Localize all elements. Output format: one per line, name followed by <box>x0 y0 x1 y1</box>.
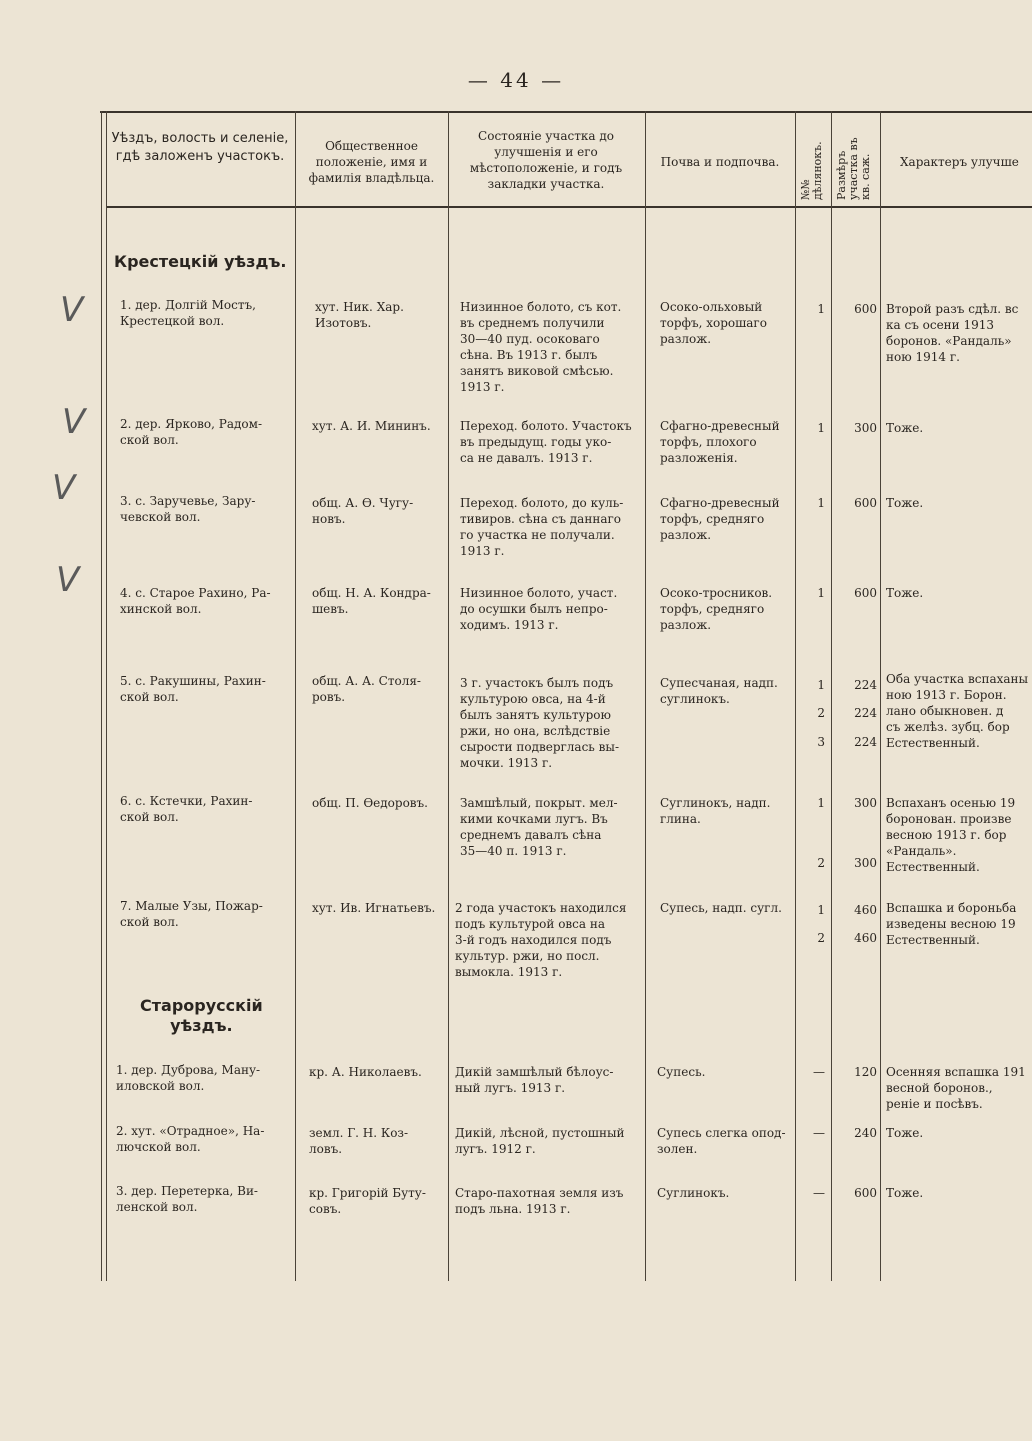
row-5-size-3: 224 <box>854 735 877 749</box>
row-6-place: 6. с. Кстечки, Рахин- ской вол. <box>120 794 253 824</box>
col-divider-2 <box>448 111 449 1281</box>
row-2-size: 300 <box>854 421 877 435</box>
header-col-plots: №№ дѣлянокъ. <box>799 141 824 200</box>
row-6-size-2: 300 <box>854 856 877 870</box>
row-5-plot-1: 1 <box>817 678 825 692</box>
row-6-size-1: 300 <box>854 796 877 810</box>
header-col-character: Характеръ улучше <box>900 155 1019 169</box>
row-7-character: Вспашка и бороньба изведены весною 19 Естественный. <box>886 901 1017 947</box>
row-10-size: 600 <box>854 1186 877 1200</box>
row-10-state: Старо-пахотная земля изъ подъ льна. 1913 г. <box>455 1186 624 1216</box>
col-divider-3 <box>645 111 646 1281</box>
row-5-size-2: 224 <box>854 706 877 720</box>
row-8-place: 1. дер. Дуброва, Ману- иловской вол. <box>116 1063 261 1093</box>
row-9-soil: Супесь слегка опод- золен. <box>657 1126 786 1156</box>
row-4-state: Низинное болото, участ. до осушки былъ непро- ходимъ. 1913 г. <box>460 586 618 632</box>
margin-check-mark: V <box>56 560 80 600</box>
row-6-state: Замшѣлый, покрыт. мел- кими кочками лугъ. Въ среднемъ давалъ сѣна 35—40 п. 1913 г. <box>460 796 618 858</box>
header-bottom-rule <box>106 206 1032 208</box>
row-8-character: Осенняя вспашка 191 весной боронов., реніе и посѣвъ. <box>886 1065 1026 1111</box>
section-starorussky: Старорусскій уѣздъ. <box>140 996 263 1035</box>
margin-check-mark: V <box>52 468 76 508</box>
row-4-place: 4. с. Старое Рахино, Ра- хинской вол. <box>120 586 271 616</box>
row-1-owner: хут. Ник. Хар. Изотовъ. <box>315 300 404 330</box>
row-4-size: 600 <box>854 586 877 600</box>
row-3-place: 3. с. Заручевье, Зару- чевской вол. <box>120 494 256 524</box>
row-3-state: Переход. болото, до куль- тивиров. сѣна съ даннаго го участка не получали. 1913 г. <box>460 496 624 558</box>
row-7-place: 7. Малые Узы, Пожар- ской вол. <box>120 899 263 929</box>
header-col-soil: Почва и подпочва. <box>660 155 780 169</box>
row-9-size: 240 <box>854 1126 877 1140</box>
row-6-plot-1: 1 <box>817 796 825 810</box>
row-6-plot-2: 2 <box>817 856 825 870</box>
row-8-soil: Супесь. <box>657 1065 706 1079</box>
row-3-plot: 1 <box>817 496 825 510</box>
row-5-place: 5. с. Ракушины, Рахин- ской вол. <box>120 674 266 704</box>
row-2-character: Тоже. <box>886 421 924 435</box>
row-5-plot-2: 2 <box>817 706 825 720</box>
row-8-owner: кр. А. Николаевъ. <box>309 1065 422 1079</box>
row-7-plot-2: 2 <box>817 931 825 945</box>
row-3-size: 600 <box>854 496 877 510</box>
row-5-size-1: 224 <box>854 678 877 692</box>
col-divider-4 <box>795 111 796 1281</box>
row-1-soil: Осоко-ольховый торфъ, хорошаго разлож. <box>660 300 767 346</box>
header-col-state: Состояніе участка до улучшенія и его мѣстоположеніе, и годъ закладки участка. <box>469 129 623 191</box>
margin-check-mark: V <box>60 290 84 330</box>
page-number: — 44 — <box>467 68 565 92</box>
row-3-owner: общ. А. Ѳ. Чугу- новъ. <box>312 496 414 526</box>
row-1-character: Второй разъ сдѣл. вс ка съ осени 1913 боронов. «Рандаль» ною 1914 г. <box>886 302 1019 364</box>
row-2-place: 2. дер. Ярково, Радом- ской вол. <box>120 417 263 447</box>
row-3-character: Тоже. <box>886 496 924 510</box>
row-9-plot: — <box>813 1126 825 1140</box>
row-4-plot: 1 <box>817 586 825 600</box>
row-4-character: Тоже. <box>886 586 924 600</box>
header-col-size: Размѣръ участка въ кв. саж. <box>835 137 872 200</box>
row-2-owner: хут. А. И. Мининъ. <box>312 419 431 433</box>
row-8-size: 120 <box>854 1065 877 1079</box>
row-7-size-2: 460 <box>854 931 877 945</box>
row-7-soil: Супесь, надп. сугл. <box>660 901 782 915</box>
row-5-plot-3: 3 <box>817 735 825 749</box>
table-left-border <box>106 111 107 1281</box>
header-col-place: Уѣздъ, волость и селеніе, гдѣ заложенъ участокъ. <box>111 131 289 164</box>
row-7-state: 2 года участокъ находился подъ культурой овса на 3-й годъ находился подъ культур. ржи, но посл. вымокла. 1913 г. <box>455 901 627 979</box>
row-5-state: 3 г. участокъ былъ подъ культурою овса, на 4-й былъ занятъ культурою ржи, но она, вслѣдствіе сырости подверглась вы- мочки. 1913 г. <box>460 676 619 770</box>
row-8-state: Дикій замшѣлый бѣлоус- ный лугъ. 1913 г. <box>455 1065 614 1095</box>
row-1-state: Низинное болото, съ кот. въ среднемъ получили 30—40 пуд. осоковаго сѣна. Въ 1913 г. былъ занятъ виковой смѣсью. 1913 г. <box>460 300 622 394</box>
row-7-plot-1: 1 <box>817 903 825 917</box>
row-4-soil: Осоко-тросников. торфъ, средняго разлож. <box>660 586 773 632</box>
margin-check-mark: V <box>62 402 86 442</box>
row-1-plot: 1 <box>817 302 825 316</box>
row-10-plot: — <box>813 1186 825 1200</box>
row-2-soil: Сфагно-древесный торфъ, плохого разложенія. <box>660 419 780 465</box>
header-col-owner: Общественное положеніе, имя и фамилія владѣльца. <box>308 139 435 185</box>
row-5-soil: Супесчаная, надп. суглинокъ. <box>660 676 778 706</box>
col-divider-6 <box>880 111 881 1281</box>
row-9-place: 2. хут. «Отрадное», На- лючской вол. <box>116 1124 265 1154</box>
row-6-soil: Суглинокъ, надп. глина. <box>660 796 771 826</box>
table-top-rule <box>100 111 1032 113</box>
row-9-state: Дикій, лѣсной, пустошный лугъ. 1912 г. <box>455 1126 625 1156</box>
col-divider-1 <box>295 111 296 1281</box>
col-divider-5 <box>831 111 832 1281</box>
row-6-owner: общ. П. Ѳедоровъ. <box>312 796 428 810</box>
row-6-character: Вспаханъ осенью 19 боронован. произве весною 1913 г. бор «Рандаль». Естественный. <box>886 796 1016 874</box>
section-krestetsky: Крестецкій уѣздъ. <box>114 252 287 271</box>
row-4-owner: общ. Н. А. Кондра- шевъ. <box>312 586 431 616</box>
row-7-size-1: 460 <box>854 903 877 917</box>
row-7-owner: хут. Ив. Игнатьевъ. <box>312 901 436 915</box>
row-3-soil: Сфагно-древесный торфъ, средняго разлож. <box>660 496 780 542</box>
row-5-character: Оба участка вспаханы ною 1913 г. Борон. лано обыкновен. д съ желѣз. зубц. бор Естественный. <box>886 672 1029 750</box>
row-1-size: 600 <box>854 302 877 316</box>
row-2-state: Переход. болото. Участокъ въ предыдущ. годы уко- са не давалъ. 1913 г. <box>460 419 632 465</box>
row-9-character: Тоже. <box>886 1126 924 1140</box>
table-left-border-outer <box>101 111 102 1281</box>
row-10-soil: Суглинокъ. <box>657 1186 730 1200</box>
row-1-place: 1. дер. Долгій Мостъ, Крестецкой вол. <box>120 298 256 328</box>
row-10-owner: кр. Григорій Буту- совъ. <box>309 1186 426 1216</box>
row-8-plot: — <box>813 1065 825 1079</box>
row-10-place: 3. дер. Перетерка, Ви- ленской вол. <box>116 1184 258 1214</box>
row-10-character: Тоже. <box>886 1186 924 1200</box>
row-9-owner: земл. Г. Н. Коз- ловъ. <box>309 1126 409 1156</box>
row-5-owner: общ. А. А. Столя- ровъ. <box>312 674 421 704</box>
row-2-plot: 1 <box>817 421 825 435</box>
